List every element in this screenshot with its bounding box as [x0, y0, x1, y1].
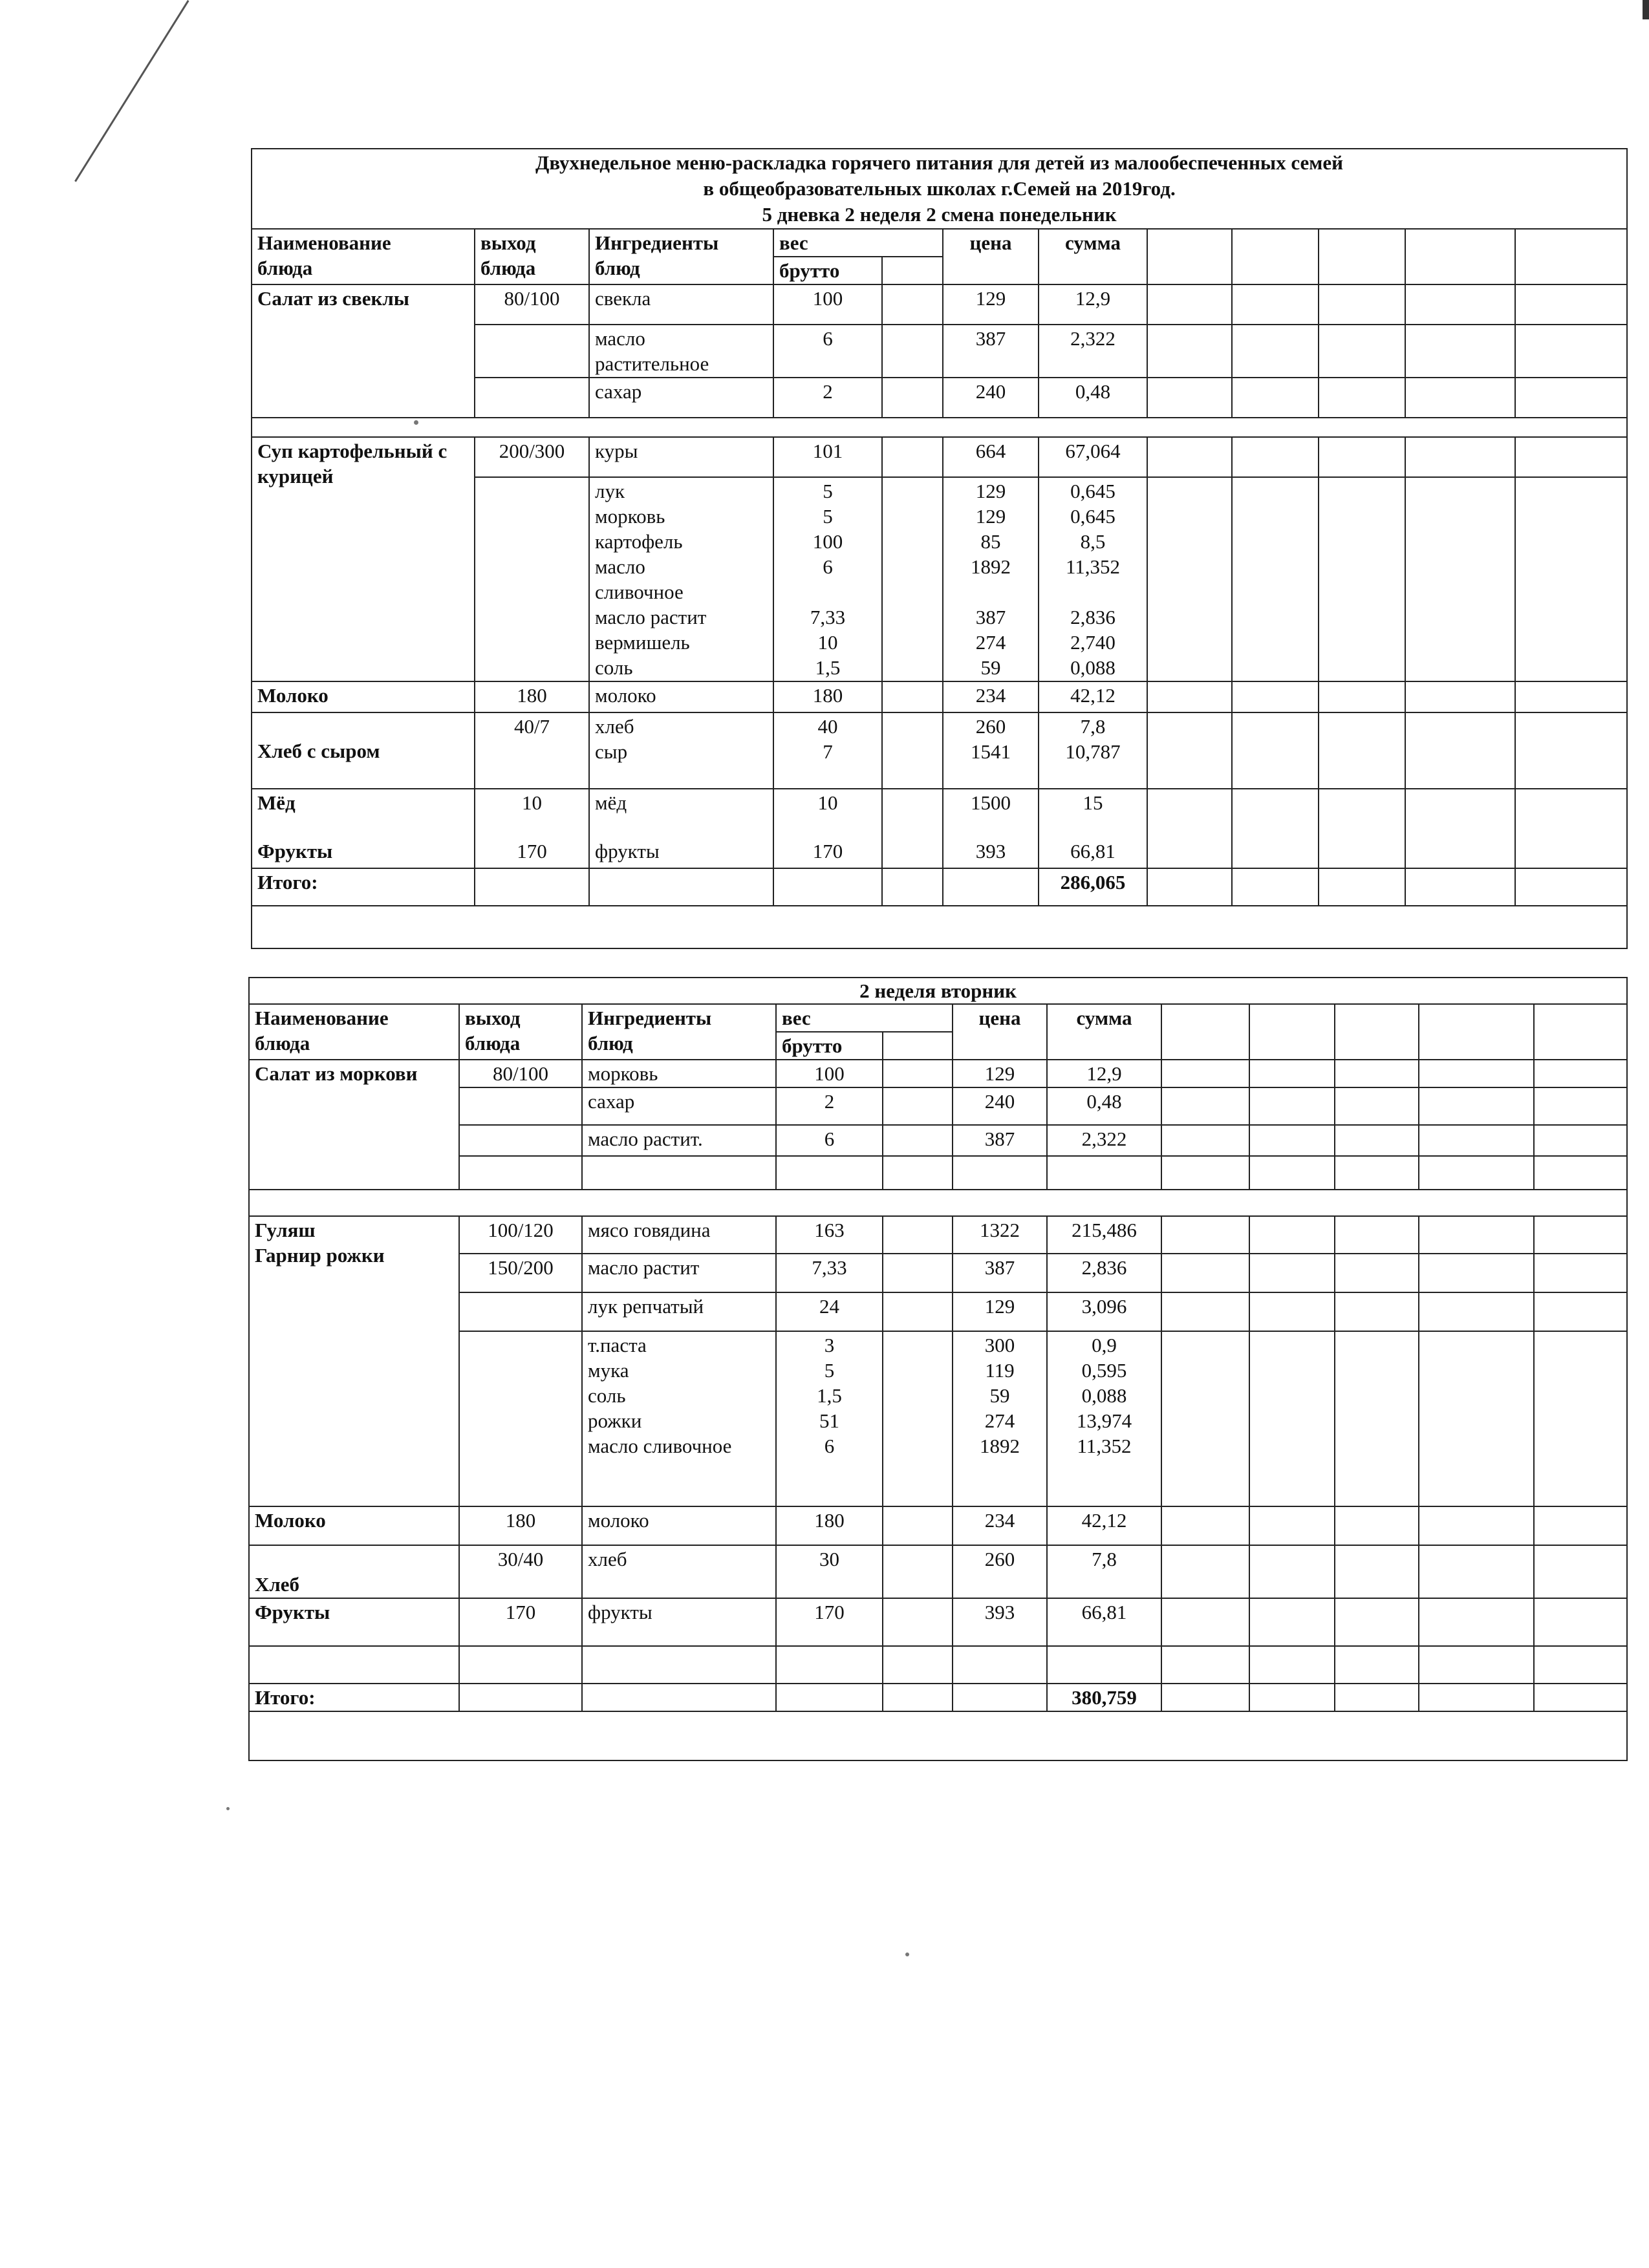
price: 260 [953, 1545, 1047, 1598]
ingredient-list: хлеб сыр [589, 712, 773, 789]
col-header-price: цена [953, 1004, 1047, 1060]
price-list: 129 129 85 1892 387 274 59 [943, 477, 1039, 681]
table-title: 2 неделя вторник [249, 978, 1627, 1004]
ingredient: фрукты [595, 840, 660, 862]
price: 387 [943, 325, 1039, 378]
scan-edge-right [1643, 0, 1649, 19]
sum: 42,12 [1039, 681, 1147, 712]
ingredient: мясо говядина [582, 1216, 776, 1254]
ingredient: молоко [589, 681, 773, 712]
dish-name: Фрукты [257, 840, 333, 862]
title-line-3: 5 дневка 2 неделя 2 смена понедельник [762, 203, 1117, 226]
sum: 15 [1083, 791, 1103, 814]
ingredient: куры [589, 437, 773, 477]
sum: 42,12 [1047, 1506, 1161, 1545]
price: 234 [943, 681, 1039, 712]
ingredient: молоко [582, 1506, 776, 1545]
col-header-name: Наименование блюда [249, 1004, 459, 1060]
ingredient: мёд [595, 791, 627, 814]
dish-output: 150/200 [459, 1254, 582, 1292]
col-header-ingredients: Ингредиенты блюд [582, 1004, 776, 1060]
sum: 2,322 [1039, 325, 1147, 378]
weight: 101 [773, 437, 882, 477]
ingredient: фрукты [582, 1598, 776, 1646]
title-line-2: в общеобразовательных школах г.Семей на 2019год. [703, 177, 1176, 200]
dish-output: 180 [459, 1506, 582, 1545]
ingredient: масло растит. [582, 1125, 776, 1156]
weight: 170 [812, 840, 843, 862]
sum: 12,9 [1047, 1060, 1161, 1087]
price: 1500 [971, 791, 1011, 814]
weight-list: 5 5 100 6 7,33 10 1,5 [773, 477, 882, 681]
dish-name: Хлеб с сыром [252, 712, 475, 789]
ingredient: масло растит [582, 1254, 776, 1292]
price: 393 [975, 840, 1006, 862]
sum: 215,486 [1047, 1216, 1161, 1254]
ingredient: хлеб [582, 1545, 776, 1598]
weight: 6 [773, 325, 882, 378]
dish-output: 200/300 [475, 437, 589, 477]
dish-output: 100/120 [459, 1216, 582, 1254]
sum: 66,81 [1070, 840, 1116, 862]
dish-name: Салат из свеклы [252, 284, 475, 418]
weight: 2 [773, 378, 882, 418]
weight: 10 [817, 791, 838, 814]
dish-name-pair [252, 789, 475, 868]
dish-name: Гуляш Гарнир рожки [249, 1216, 459, 1506]
weight: 163 [776, 1216, 883, 1254]
price: 393 [953, 1598, 1047, 1646]
price: 387 [953, 1125, 1047, 1156]
ingredient: сахар [582, 1087, 776, 1125]
weight: 180 [776, 1506, 883, 1545]
ingredient-list: лук морковь картофель масло сливочное масло растит вермишель соль [589, 477, 773, 681]
dish-name: Хлеб [249, 1545, 459, 1598]
weight: 100 [773, 284, 882, 325]
col-header-ingredients: Ингредиенты блюд [589, 229, 773, 284]
dish-name: Молоко [249, 1506, 459, 1545]
weight-list: 3 5 1,5 51 6 [776, 1331, 883, 1506]
total-label: Итого: [249, 1684, 459, 1711]
dish-name: Суп картофельный с курицей [252, 437, 475, 681]
sum-list: 0,9 0,595 0,088 13,974 11,352 [1047, 1331, 1161, 1506]
dish-output: 170 [517, 840, 547, 862]
price: 240 [943, 378, 1039, 418]
scan-streak-top-left [74, 0, 189, 182]
sum: 66,81 [1047, 1598, 1161, 1646]
price-list: 300 119 59 274 1892 [953, 1331, 1047, 1506]
price: 129 [953, 1292, 1047, 1331]
dish-name: Салат из моркови [249, 1060, 459, 1190]
dish-output: 80/100 [459, 1060, 582, 1087]
sum-pair [1039, 789, 1147, 868]
ingredient-pair [589, 789, 773, 868]
col-header-gross: брутто [776, 1032, 883, 1060]
dish-name: Молоко [252, 681, 475, 712]
dish-output: 170 [459, 1598, 582, 1646]
weight: 30 [776, 1545, 883, 1598]
price-list: 260 1541 [943, 712, 1039, 789]
col-header-sum: сумма [1039, 229, 1147, 284]
dish-name: Фрукты [249, 1598, 459, 1646]
total-value: 380,759 [1047, 1684, 1161, 1711]
ingredient: масло растительное [589, 325, 773, 378]
weight: 7,33 [776, 1254, 883, 1292]
dish-output: 10 [522, 791, 542, 814]
price: 234 [953, 1506, 1047, 1545]
sum: 67,064 [1039, 437, 1147, 477]
col-header-output: выход блюда [459, 1004, 582, 1060]
sum: 12,9 [1039, 284, 1147, 325]
price: 387 [953, 1254, 1047, 1292]
sum: 7,8 [1047, 1545, 1161, 1598]
weight: 180 [773, 681, 882, 712]
total-value: 286,065 [1039, 868, 1147, 906]
dish-output: 40/7 [475, 712, 589, 789]
sum-list: 0,645 0,645 8,5 11,352 2,836 2,740 0,088 [1039, 477, 1147, 681]
title-line-1: Двухнедельное меню-раскладка горячего питания для детей из малообеспеченных семей [535, 151, 1344, 174]
sum: 0,48 [1047, 1087, 1161, 1125]
dish-output-pair [475, 789, 589, 868]
sum: 3,096 [1047, 1292, 1161, 1331]
ingredient: свекла [589, 284, 773, 325]
col-header-price: цена [943, 229, 1039, 284]
col-header-weight: вес [776, 1004, 953, 1032]
weight: 6 [776, 1125, 883, 1156]
total-label: Итого: [252, 868, 475, 906]
weight-list: 40 7 [773, 712, 882, 789]
price: 240 [953, 1087, 1047, 1125]
weight: 24 [776, 1292, 883, 1331]
col-header-weight: вес [773, 229, 943, 257]
scan-speck [905, 1952, 909, 1956]
price: 1322 [953, 1216, 1047, 1254]
col-header-sum: сумма [1047, 1004, 1161, 1060]
sum-list: 7,8 10,787 [1039, 712, 1147, 789]
table-title [252, 149, 1627, 229]
scan-speck [226, 1807, 230, 1810]
dish-output: 30/40 [459, 1545, 582, 1598]
ingredient: лук репчатый [582, 1292, 776, 1331]
dish-output: 80/100 [475, 284, 589, 325]
col-header-name: Наименование блюда [252, 229, 475, 284]
weight: 2 [776, 1087, 883, 1125]
weight-pair [773, 789, 882, 868]
price: 129 [943, 284, 1039, 325]
ingredient: морковь [582, 1060, 776, 1087]
menu-table-tuesday [248, 977, 1628, 1761]
ingredient-list: т.паста мука соль рожки масло сливочное [582, 1331, 776, 1506]
price: 664 [943, 437, 1039, 477]
dish-output: 180 [475, 681, 589, 712]
col-header-output: выход блюда [475, 229, 589, 284]
price-pair [943, 789, 1039, 868]
weight: 100 [776, 1060, 883, 1087]
weight: 170 [776, 1598, 883, 1646]
price: 129 [953, 1060, 1047, 1087]
col-header-gross: брутто [773, 257, 882, 284]
ingredient: сахар [589, 378, 773, 418]
sum: 2,322 [1047, 1125, 1161, 1156]
menu-table-monday [251, 148, 1628, 949]
dish-name: Мёд [257, 791, 296, 814]
sum: 0,48 [1039, 378, 1147, 418]
sum: 2,836 [1047, 1254, 1161, 1292]
